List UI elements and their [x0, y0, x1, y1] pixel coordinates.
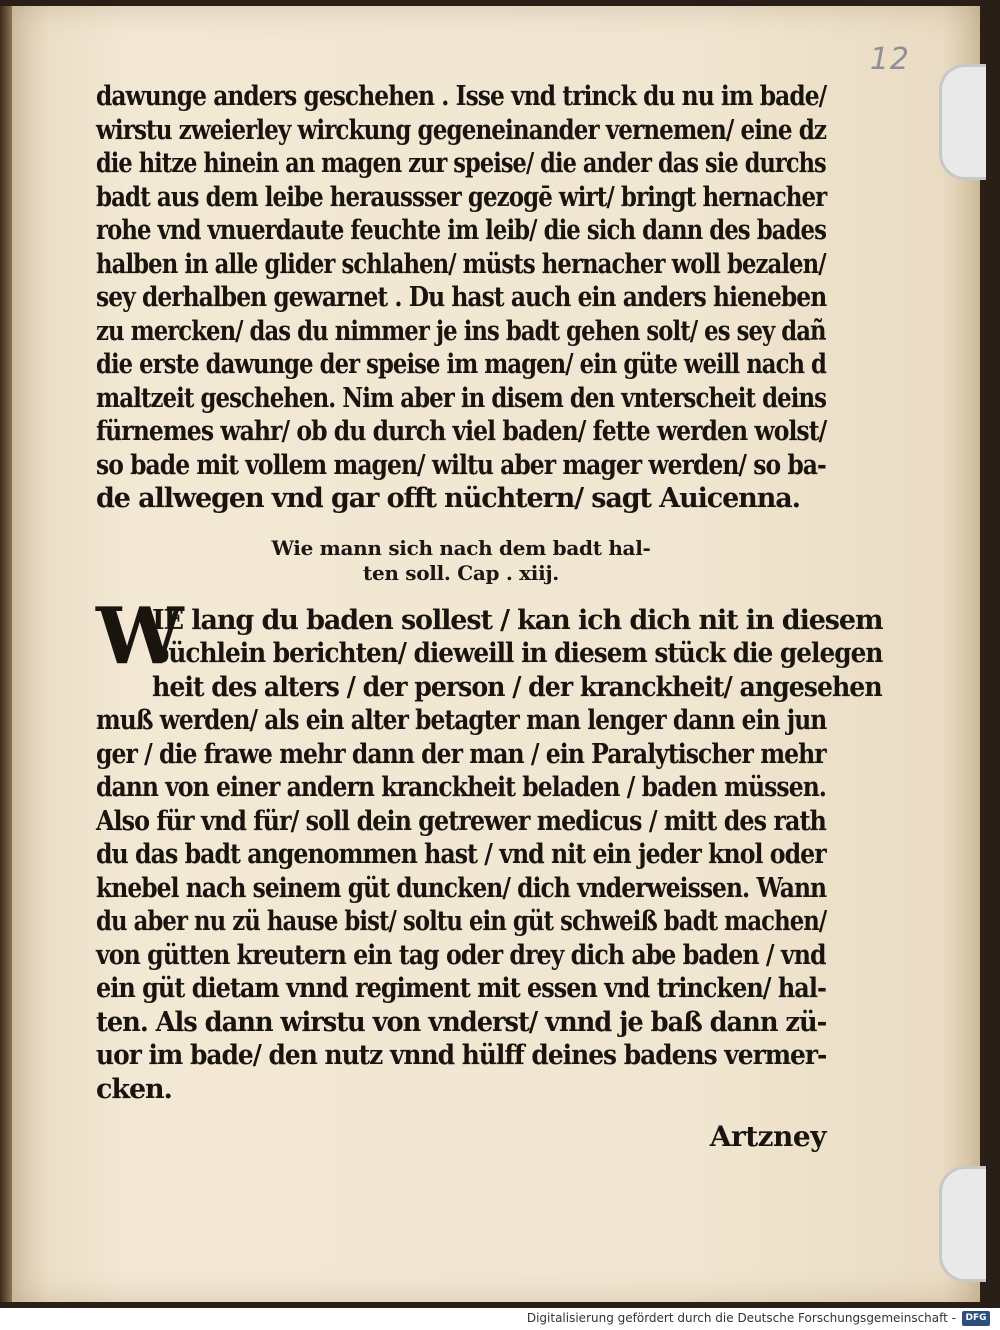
chapter-heading: [96, 536, 826, 586]
text-line: die erste dawunge der speise im magen/ ein güte weill nach d: [96, 349, 827, 380]
text-line: ten. Als dann wirstu von vnderst/ vnnd je baß dann zü-: [96, 1006, 827, 1038]
dfg-logo: DFG: [962, 1311, 990, 1326]
text-line: so bade mit vollem magen/ wiltu aber mager werden/ so ba-: [96, 449, 826, 481]
text-line: IE lang du baden sollest / kan ich dich nit in diesem: [152, 604, 883, 636]
catchword: Artzney: [709, 1120, 826, 1153]
funding-credit: Digitalisierung gefördert durch die Deutsche Forschungsgemeinschaft -: [526, 1311, 956, 1325]
text-line: dann von einer andern kranckheit beladen / baden müssen.: [96, 772, 827, 803]
paragraph-2: [96, 590, 883, 1107]
text-line: Also für vnd für/ soll dein getrewer medicus / mitt des rath: [96, 805, 826, 837]
clasp-top-decoration: [939, 64, 986, 180]
text-line: heit des alters / der person / der kranckheit/ angesehen: [152, 671, 882, 703]
text-line: rohe vnd vnuerdaute feuchte im leib/ die sich dann des bades: [96, 215, 827, 246]
heading-line: ten soll. Cap . xiij.: [363, 560, 559, 585]
text-line: du das badt angenommen hast / vnd nit ein jeder knol oder: [96, 839, 826, 870]
text-line: halben in alle glider schlahen/ müsts hernacher woll bezalen/: [96, 248, 826, 280]
text-line: de allwegen vnd gar offt nüchtern/ sagt Auicenna.: [96, 483, 800, 514]
text-line: von gütten kreutern ein tag oder drey dich abe baden / vnd: [96, 939, 826, 971]
text-line: du aber nu zü hause bist/ soltu ein güt schweiß badt machen/: [96, 906, 827, 937]
paragraph-1: [96, 80, 826, 516]
text-line: maltzeit geschehen. Nim aber in disem den vnterscheit deins: [96, 382, 827, 414]
text-line: ger / die frawe mehr dann der man / ein Paralytischer mehr: [96, 738, 826, 770]
text-line: badt aus dem leibe heraussser gezogē wirt/ bringt hernacher: [96, 181, 827, 213]
heading-line: Wie mann sich nach dem badt hal-: [271, 535, 651, 560]
text-line: muß werden/ als ein alter betagter man lenger dann ein jun: [96, 705, 827, 736]
paragraph-2-indented-lines: [96, 604, 883, 705]
text-line: die hitze hinein an magen zur speise/ die ander das sie durchs: [96, 148, 826, 179]
text-line: uor im bade/ den nutz vnnd hülff deines badens vermer-: [96, 1040, 827, 1071]
text-line: büchlein berichten/ dieweill in diesem stück die gelegen: [152, 638, 883, 669]
page-text-block: [96, 80, 883, 1153]
footer-bar: [0, 1308, 1000, 1330]
text-line: wirstu zweierley wirckung gegeneinander vernemen/ eine dz: [96, 114, 827, 146]
text-line: zu mercken/ das du nimmer je ins badt gehen solt/ es sey dañ: [96, 315, 826, 347]
page-number: 12: [869, 42, 910, 77]
text-line: sey derhalben gewarnet . Du hast auch ein anders hieneben: [96, 282, 827, 313]
text-line: ein güt dietam vnnd regiment mit essen vnd trincken/ hal-: [96, 973, 826, 1004]
clasp-bottom-decoration: [939, 1166, 986, 1282]
text-line: fürnemes wahr/ ob du durch viel baden/ fette werden wolst/: [96, 416, 827, 447]
text-line: dawunge anders geschehen . Isse vnd trinck du nu im bade/: [96, 81, 827, 112]
text-line: knebel nach seinem güt duncken/ dich vnderweissen. Wann: [96, 872, 827, 904]
text-line: cken.: [96, 1073, 172, 1105]
drop-capital: W: [96, 590, 184, 682]
paragraph-2-lines: [96, 704, 826, 1106]
